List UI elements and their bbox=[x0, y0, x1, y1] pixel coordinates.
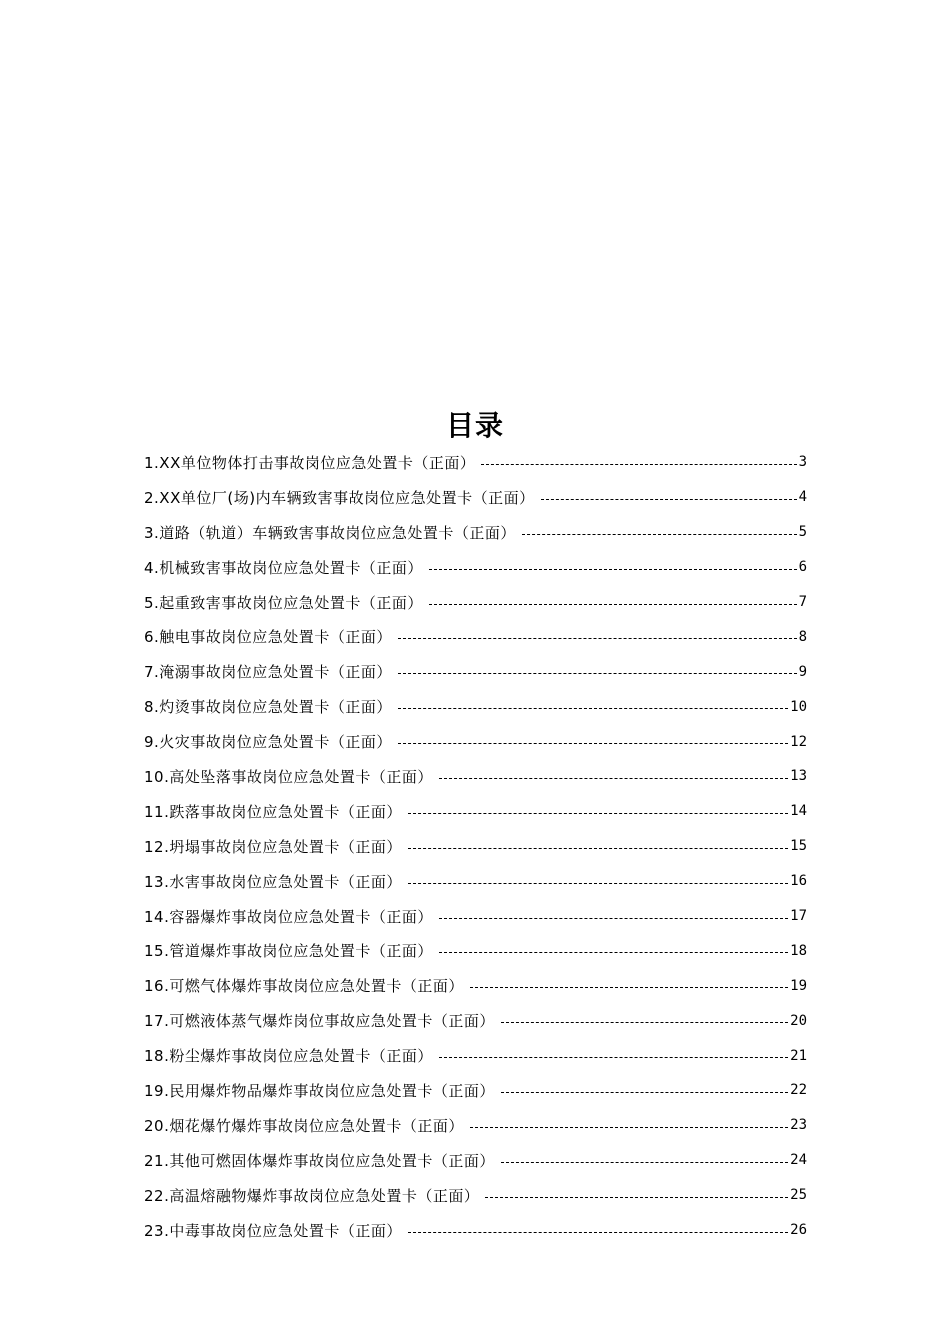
toc-entry[interactable] bbox=[144, 1038, 807, 1073]
toc-page-number: 6 bbox=[798, 559, 807, 576]
toc-leader-dashes bbox=[408, 848, 788, 849]
toc-page-number: 23 bbox=[790, 1117, 807, 1134]
toc-entry-label: 3.道路（轨道）车辆致害事故岗位应急处置卡（正面） bbox=[144, 523, 516, 542]
toc-entry[interactable] bbox=[144, 1108, 807, 1143]
toc-page-number: 25 bbox=[790, 1187, 807, 1204]
toc-page-number: 14 bbox=[790, 803, 807, 820]
toc-entry[interactable] bbox=[144, 1003, 807, 1038]
toc-leader-dashes bbox=[408, 1232, 788, 1233]
toc-leader-dashes bbox=[501, 1162, 788, 1163]
toc-entry[interactable] bbox=[144, 759, 807, 794]
toc-leader-dashes bbox=[398, 743, 788, 744]
toc-page-number: 4 bbox=[798, 489, 807, 506]
toc-entry-label: 8.灼烫事故岗位应急处置卡（正面） bbox=[144, 698, 392, 717]
toc-entry[interactable] bbox=[144, 724, 807, 759]
toc-entry[interactable] bbox=[144, 1143, 807, 1178]
toc-entry[interactable] bbox=[144, 689, 807, 724]
toc-page-number: 21 bbox=[790, 1047, 807, 1064]
toc-leader-dashes bbox=[481, 464, 796, 465]
toc-page-number: 17 bbox=[790, 908, 807, 925]
toc-entry-label: 13.水害事故岗位应急处置卡（正面） bbox=[144, 872, 402, 891]
toc-entry[interactable] bbox=[144, 480, 807, 515]
toc-page-number: 19 bbox=[790, 977, 807, 994]
toc-entry[interactable] bbox=[144, 933, 807, 968]
toc-list bbox=[144, 445, 807, 1247]
toc-leader-dashes bbox=[429, 604, 797, 605]
toc-leader-dashes bbox=[541, 499, 797, 500]
toc-page-number: 13 bbox=[790, 768, 807, 785]
toc-entry-label: 9.火灾事故岗位应急处置卡（正面） bbox=[144, 733, 392, 752]
toc-page-number: 12 bbox=[790, 733, 807, 750]
toc-leader-dashes bbox=[470, 987, 788, 988]
toc-leader-dashes bbox=[408, 883, 788, 884]
toc-page-number: 9 bbox=[798, 663, 807, 680]
toc-leader-dashes bbox=[470, 1127, 788, 1128]
toc-entry-label: 15.管道爆炸事故岗位应急处置卡（正面） bbox=[144, 942, 433, 961]
toc-leader-dashes bbox=[408, 813, 788, 814]
toc-leader-dashes bbox=[501, 1022, 788, 1023]
toc-page-number: 8 bbox=[798, 628, 807, 645]
toc-leader-dashes bbox=[439, 952, 788, 953]
toc-entry-label: 16.可燃气体爆炸事故岗位应急处置卡（正面） bbox=[144, 977, 464, 996]
toc-page-number: 5 bbox=[798, 524, 807, 541]
toc-entry[interactable] bbox=[144, 1213, 807, 1248]
toc-entry-label: 1.XX单位物体打击事故岗位应急处置卡（正面） bbox=[144, 453, 476, 472]
toc-leader-dashes bbox=[398, 638, 797, 639]
toc-entry-label: 21.其他可燃固体爆炸事故岗位应急处置卡（正面） bbox=[144, 1151, 495, 1170]
toc-entry[interactable] bbox=[144, 968, 807, 1003]
toc-entry-label: 23.中毒事故岗位应急处置卡（正面） bbox=[144, 1221, 402, 1240]
toc-entry[interactable] bbox=[144, 515, 807, 550]
toc-page-number: 16 bbox=[790, 873, 807, 890]
toc-leader-dashes bbox=[439, 1057, 788, 1058]
toc-leader-dashes bbox=[522, 534, 797, 535]
toc-entry[interactable] bbox=[144, 1178, 807, 1213]
toc-entry[interactable] bbox=[144, 829, 807, 864]
toc-entry-label: 19.民用爆炸物品爆炸事故岗位应急处置卡（正面） bbox=[144, 1081, 495, 1100]
toc-entry-label: 4.机械致害事故岗位应急处置卡（正面） bbox=[144, 558, 423, 577]
toc-leader-dashes bbox=[485, 1197, 788, 1198]
toc-entry[interactable] bbox=[144, 899, 807, 934]
toc-entry[interactable] bbox=[144, 864, 807, 899]
toc-entry-label: 5.起重致害事故岗位应急处置卡（正面） bbox=[144, 593, 423, 612]
toc-entry-label: 18.粉尘爆炸事故岗位应急处置卡（正面） bbox=[144, 1047, 433, 1066]
toc-entry[interactable] bbox=[144, 550, 807, 585]
toc-entry[interactable] bbox=[144, 654, 807, 689]
toc-page-number: 24 bbox=[790, 1152, 807, 1169]
toc-leader-dashes bbox=[439, 918, 788, 919]
toc-entry-label: 10.高处坠落事故岗位应急处置卡（正面） bbox=[144, 767, 433, 786]
toc-entry[interactable] bbox=[144, 1073, 807, 1108]
toc-leader-dashes bbox=[501, 1092, 788, 1093]
toc-entry[interactable] bbox=[144, 585, 807, 620]
toc-page-number: 22 bbox=[790, 1082, 807, 1099]
toc-entry-label: 6.触电事故岗位应急处置卡（正面） bbox=[144, 628, 392, 647]
toc-page-number: 10 bbox=[790, 698, 807, 715]
toc-entry-label: 14.容器爆炸事故岗位应急处置卡（正面） bbox=[144, 907, 433, 926]
toc-entry[interactable] bbox=[144, 619, 807, 654]
toc-page-number: 7 bbox=[798, 594, 807, 610]
toc-page-number: 15 bbox=[790, 838, 807, 855]
toc-entry[interactable] bbox=[144, 445, 807, 480]
toc-entry-label: 11.跌落事故岗位应急处置卡（正面） bbox=[144, 802, 402, 821]
toc-leader-dashes bbox=[439, 778, 788, 779]
toc-entry-label: 22.高温熔融物爆炸事故岗位应急处置卡（正面） bbox=[144, 1186, 480, 1205]
toc-entry[interactable] bbox=[144, 794, 807, 829]
toc-page-number: 3 bbox=[798, 454, 807, 471]
toc-page-number: 26 bbox=[790, 1222, 807, 1239]
toc-entry-label: 12.坍塌事故岗位应急处置卡（正面） bbox=[144, 837, 402, 856]
toc-page-number: 20 bbox=[790, 1012, 807, 1029]
toc-entry-label: 17.可燃液体蒸气爆炸岗位事故应急处置卡（正面） bbox=[144, 1012, 495, 1031]
toc-entry-label: 2.XX单位厂(场)内车辆致害事故岗位应急处置卡（正面） bbox=[144, 488, 535, 507]
toc-title: 目录 bbox=[445, 409, 504, 442]
toc-page-number: 18 bbox=[790, 942, 807, 959]
toc-entry-label: 7.淹溺事故岗位应急处置卡（正面） bbox=[144, 663, 392, 682]
toc-leader-dashes bbox=[429, 569, 797, 570]
toc-leader-dashes bbox=[398, 673, 797, 674]
toc-leader-dashes bbox=[398, 708, 788, 709]
toc-entry-label: 20.烟花爆竹爆炸事故岗位应急处置卡（正面） bbox=[144, 1116, 464, 1135]
